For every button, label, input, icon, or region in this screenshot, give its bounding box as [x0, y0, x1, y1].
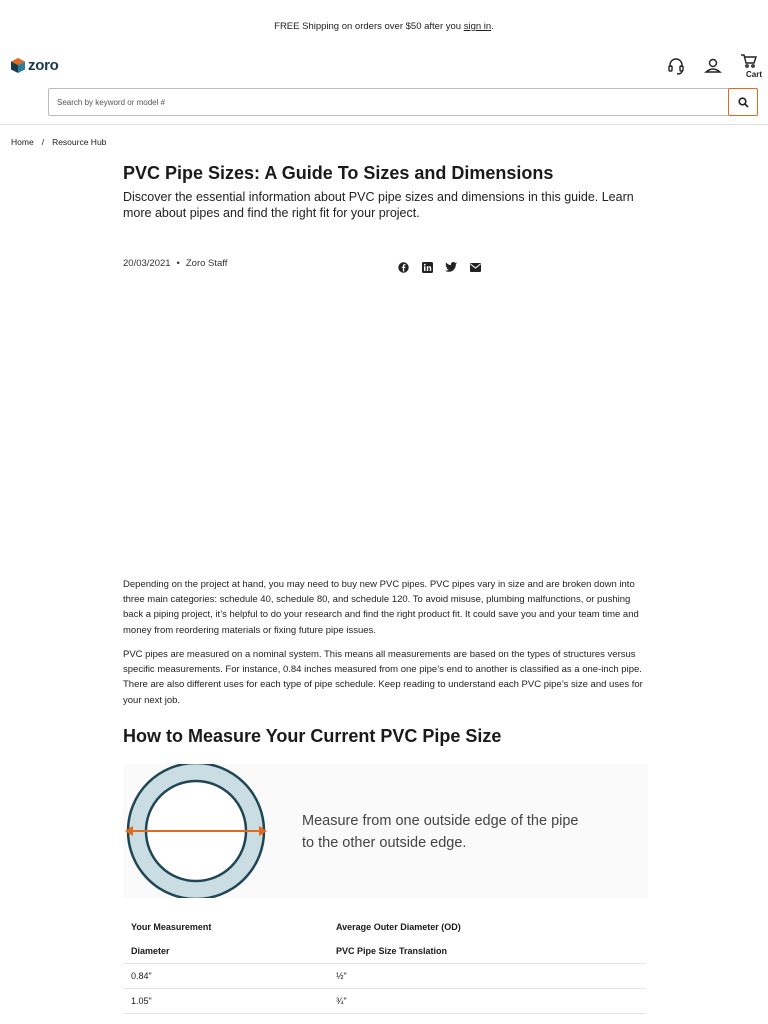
linkedin-icon[interactable]: [421, 261, 433, 273]
article-author: Zoro Staff: [185, 258, 228, 269]
table-header-cell: Your Measurement: [131, 921, 212, 932]
table-header-cell: Diameter: [131, 946, 170, 956]
twitter-icon[interactable]: [445, 261, 457, 273]
meta-separator: •: [176, 258, 180, 269]
headset-icon[interactable]: [666, 56, 686, 76]
figure-caption: Measure from one outside edge of the pipe to the other outside edge.: [302, 813, 579, 851]
share-bar: [397, 261, 481, 273]
page-title: PVC Pipe Sizes: A Guide To Sizes and Dimensions: [123, 163, 554, 183]
article-meta: [123, 258, 227, 269]
nominal-paragraph: PVC pipes are measured on a nominal system. This means all measurements are based on the types of structures versus specific measurements. For instance, 0.84 inches measured from one pipe’s end to another is classified as a one-inch pipe. There are also different uses for each type of pipe schedule. Keep reading to understand each PVC pipe’s size and uses for your next job.: [123, 649, 643, 706]
table-cell: 1.05": [131, 996, 152, 1006]
sign-in-link[interactable]: sign in: [463, 21, 492, 32]
promo-text: FREE Shipping on orders over $50 after you: [274, 21, 462, 32]
promo-end: .: [491, 21, 494, 32]
intro-paragraph: Depending on the project at hand, you may need to buy new PVC pipes. PVC pipes vary in size and are broken down into three main categories: schedule 40, schedule 80, and schedule 120. To avoid misuse, plumbing malfunctions, or pushing back a piping project, it’s helpful to do your research and find the right product fit. It could save you and your team time and money from reordering materials or fixing future pipe issues.: [123, 579, 639, 636]
table-header-row: [123, 914, 646, 939]
search-bar: [48, 88, 758, 116]
breadcrumb-separator: /: [41, 137, 45, 147]
table-header-cell: PVC Pipe Size Translation: [336, 946, 448, 956]
table-header-cell: Average Outer Diameter (OD): [336, 921, 461, 932]
table-cell: ¾": [336, 996, 347, 1006]
table-row: [123, 989, 646, 1014]
zoro-logo[interactable]: [11, 57, 58, 74]
section-heading: How to Measure Your Current PVC Pipe Size: [123, 726, 502, 746]
search-input[interactable]: [49, 89, 728, 115]
breadcrumb-home[interactable]: Home: [11, 137, 34, 147]
pipe-size-table: [123, 914, 646, 1014]
logo-cube-icon: [11, 58, 25, 73]
user-icon[interactable]: [703, 56, 723, 76]
logo-text: zoro: [28, 57, 59, 74]
email-icon[interactable]: [469, 261, 481, 273]
breadcrumb: [11, 137, 106, 147]
search-button[interactable]: [728, 88, 758, 116]
promo-banner: [0, 0, 768, 50]
search-icon: [738, 97, 749, 108]
cart-label[interactable]: Cart: [746, 70, 763, 79]
pipe-diagram: [123, 764, 273, 898]
header-divider: [0, 124, 768, 125]
table-header-row: [123, 939, 646, 964]
table-cell: ½": [336, 971, 347, 981]
table-row: [123, 964, 646, 989]
facebook-icon[interactable]: [397, 261, 409, 273]
breadcrumb-resource-hub[interactable]: Resource Hub: [52, 137, 107, 147]
page-subtitle: Discover the essential information about PVC pipe sizes and dimensions in this guide. Learn more about pipes and find the right fit for your project.: [123, 190, 634, 220]
table-cell: 0.84": [131, 971, 152, 981]
article-date: 20/03/2021: [123, 258, 171, 269]
